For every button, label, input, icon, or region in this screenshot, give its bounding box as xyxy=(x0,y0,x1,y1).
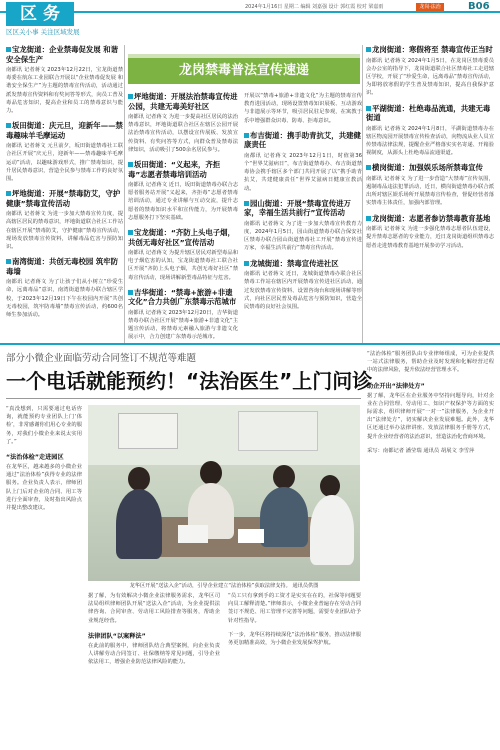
bullet-square-icon xyxy=(128,162,133,167)
article-body: 南都讯 记者蒋文 为进一步加大禁毒宣传力度，提高辖区居民的禁毒意识，坪地街道联合社区工作站在辖区开展“禁毒防艾，守护健康”禁毒宣传活动，现场发放禁毒宣传资料，讲解毒品危害与预防知识。 xyxy=(6,211,123,251)
bullet-square-icon xyxy=(6,191,11,196)
bullet-square-icon xyxy=(244,261,249,266)
article-body: “真没想到，只需要通过电话咨询，就能预约专业团队上门‘体检’，非常感谢你们用心专业的服务，对我们小微企业来说太实用了。” xyxy=(6,406,82,445)
feature-kicker: 部分小微企业面临劳动合同签订不规范等难题 xyxy=(6,353,197,364)
article-title: 南湾街道：共创无毒校园 筑牢防毒墙 xyxy=(6,257,119,276)
photo-caption: 龙华区开展“送法入企”活动，引导企业建立“法治体检”获取法律支持。 通讯员供图 xyxy=(129,583,319,589)
article-body: 南都讯 记者蒋文 为了让孩子们从小树立“珍爱生命，远离毒品”意识，南湾街道禁毒办联合辖区学校，于2023年12月19日下午在校园内开展“共创无毒校园，筑牢防毒墙”禁毒宣传活动，约600名师生参加活动。 xyxy=(6,279,123,319)
photo-person-head xyxy=(128,467,150,491)
bullet-square-icon xyxy=(6,123,11,128)
center-column-left xyxy=(128,92,238,340)
photo-person-head xyxy=(273,465,295,489)
article-title: 布吉街道：携手助青抗艾，共建健康责任 xyxy=(244,130,361,150)
article-body: 在此前的服务中，律师团队结合典型案例，向企业负责人讲解劳动合同签订、社保缴纳等常见问题，引导企业依法用工，增强企业防范法律风险的能力。 xyxy=(88,642,220,666)
article-title: 坂田街道：庆元旦，迎新年——禁毒趣味羊毛摩运动 xyxy=(6,121,123,140)
right-column xyxy=(366,45,494,345)
article xyxy=(366,163,494,207)
photo-person xyxy=(260,487,308,547)
feature-column-3 xyxy=(228,592,361,745)
photo-person-head xyxy=(320,475,340,497)
section-divider xyxy=(0,343,500,345)
bullet-square-icon xyxy=(128,290,133,295)
article-body: 据了解，龙华区在企业服务中坚持问题导向，针对企业在合同管理、劳动用工、知识产权保护等方面的实际需求，组织律师开展“一对一”法律服务，为企业开出“法律处方”，切实解决企业发展难题。此外，龙华区还通过举办法律讲座、发放法律服务手册等方式，提升企业经营者的法治意识，营造法治化营商环境。 xyxy=(367,392,494,440)
article xyxy=(366,214,494,250)
photo-person-head xyxy=(200,461,222,485)
article-subhead: 助企开出“法律处方” xyxy=(367,382,425,390)
photo-window xyxy=(238,411,318,451)
column-divider xyxy=(124,45,125,343)
bullet-square-icon xyxy=(6,47,11,52)
section-banner: 龙岗禁毒普法宣传速递 xyxy=(128,58,360,84)
article-title: 坂田街道：“义起来，齐拒毒”志愿者禁毒培训活动 xyxy=(128,160,221,179)
bullet-square-icon xyxy=(244,201,249,206)
article xyxy=(128,92,238,154)
center-column-right xyxy=(244,92,362,340)
article xyxy=(6,257,123,319)
photo-document xyxy=(178,525,208,543)
article-title: 龙岗街道：志愿者参访禁毒教育基地 xyxy=(366,214,494,224)
news-photo xyxy=(88,405,360,581)
feature-rule xyxy=(6,398,361,399)
photo-poster xyxy=(118,413,178,449)
article xyxy=(244,131,362,193)
article xyxy=(6,189,123,251)
article-title: 平湖街道：杜绝毒品流通，共建无毒街道 xyxy=(366,103,491,123)
article xyxy=(366,45,494,98)
bullet-square-icon xyxy=(128,94,133,99)
bullet-square-icon xyxy=(366,165,371,170)
article xyxy=(128,160,238,222)
article-body: 南都讯 记者蒋文 为进一步强化禁毒志愿者队伍建设，提升禁毒志愿者的专业能力，近日龙岗街道组织禁毒志愿者走进禁毒教育基地开展参访学习活动。 xyxy=(366,226,494,249)
article-title: 横岗街道：加强娱乐场所禁毒宣传 xyxy=(366,163,494,173)
article xyxy=(128,288,238,340)
article-title: 坪地街道：开展“禁毒防艾，守护健康”禁毒宣传活动 xyxy=(6,189,121,208)
left-column xyxy=(6,45,123,340)
article-title: 宝龙街道：“齐防上头电子烟，共创无毒好社区”宣传活动 xyxy=(128,228,235,247)
article-body: 南都讯 记者蒋文 2024年1月5日，在龙岗区禁毒委员会办公室的指导下，龙岗街道联合社区禁毒社工走进辖区学校，开展了“珍爱生命，远离毒品”禁毒宣传活动，为即将放寒假的学生普及禁毒知识，提高自我保护意识。 xyxy=(366,57,494,97)
article xyxy=(6,121,123,183)
article-body: 南都讯 记者蒋文 为进一步提高社区居民的法治禁毒意识，坪地街道联合社区在辖区公园开展法治禁毒宣传活动，以摆设宣传展板、发放宣传资料、有奖问答等方式，向群众普及禁毒法律知识，活动吸引了500余名居民参与。 xyxy=(128,114,238,153)
article-title: 龙岗街道：寒假将至 禁毒宣传正当时 xyxy=(366,45,494,55)
article-body: “员工只有拿到手的工资才是实实在在的，社保等问题要向员工解释清楚。”律师表示，小微企业普遍存在劳动合同签订不规范、用工管理不完善等问题，需要专业团队给予针对性指导。 xyxy=(228,593,361,624)
article-title: 坪地街道：开展法治禁毒宣传进公园，共建无毒美好社区 xyxy=(128,92,238,111)
page-number: B06 xyxy=(468,1,490,12)
feature-column-4 xyxy=(367,350,494,745)
bullet-square-icon xyxy=(6,259,11,264)
masthead-rule xyxy=(0,11,500,13)
article xyxy=(366,104,494,158)
article xyxy=(244,259,362,312)
bullet-square-icon xyxy=(244,133,249,138)
article-body: 南都讯 记者蒋文 为了进一步营造“大禁毒”宣传氛围，遏制毒品违法犯罪活动，近日，横岗街道禁毒办联合派出所对辖区娱乐场所开展禁毒宣传检查，督促经营者落实禁毒主体责任，加强内部管理。 xyxy=(366,175,494,207)
article-body: 开展以“禁毒+旅游+非遗文化”为主题的禁毒宣传教育进园活动，现场设置禁毒知识展板、互动游戏与非遗展示等环节，吸引居民驻足参观，在寓教于乐中增强群众识毒、防毒、拒毒意识。 xyxy=(244,93,362,124)
article-body: 南都讯 记者蒋文 为了进一步加大禁毒宣传教育力度，2024年1月5日，园山街道禁毒办联合保安社区禁毒办联合园山街道禁毒社工开展“禁毒宣传进万家，幸福生活共前行”禁毒宣传活动。 xyxy=(244,220,362,252)
feature-headline: 一个电话就能预约！“法治医生”上门问诊 xyxy=(6,369,373,393)
byline: 采写：南都记者 潘莹瑞 通讯员 胡展文 李雪萍 xyxy=(367,447,475,454)
article-body: 南都讯 记者蒋文 近日，坂田街道禁毒办联合志愿者服务站开展“义起来，齐拒毒”志愿者禁毒培训活动，通过专业讲解与互动交流，提升志愿者的禁毒知识水平和宣传能力，为开展禁毒志愿服务打下坚实基础。 xyxy=(128,182,238,221)
masthead xyxy=(0,0,500,38)
article-title: 吉华街道：“禁毒+旅游+非遗文化”合力共创广东禁毒示范城市 xyxy=(128,287,237,307)
article-title: 龙城街道：禁毒宣传进社区 xyxy=(244,259,362,269)
date-line: 2024年1月16日 星期二 编辑 刘嘉强 设计 郭红霞 校对 梁嘉雨 xyxy=(245,4,384,10)
photo-person xyxy=(116,489,162,559)
article xyxy=(6,45,123,115)
section-subtitle: 区区关小事 关注区域发展 xyxy=(6,28,80,36)
article-body: 下一步，龙华区将持续深化“法治体检”服务，推动法律服务更加精准高效，为小微企业发展保驾护航。 xyxy=(228,631,361,647)
article-subhead: 法律团队“以案释法” xyxy=(88,632,146,640)
article-body: 南都讯 记者蒋文 为提升辖区居民对新型毒品和电子烟危害的认知，宝龙街道禁毒社工联合社区开展“齐防上头电子烟，共创无毒好社区”禁毒宣传活动，现场讲解新型毒品特征与危害。 xyxy=(128,250,238,281)
article xyxy=(128,228,238,282)
feature-column-2 xyxy=(88,592,220,745)
article-body: 南都讯 记者蒋文 近日，龙城街道禁毒办联合社区禁毒工作站在辖区内开展禁毒宣传进社区活动，通过发放禁毒宣传资料、设置咨询台和现场讲解等形式，向社区居民普及毒品危害与预防知识，营造全民禁毒的良好社会氛围。 xyxy=(244,271,362,310)
photo-document xyxy=(238,529,264,543)
article-body: 南都讯 记者蒋文 2023年12月20日，吉华街道禁毒办联合社区开展“禁毒+旅游+非遗文化”主题宣传活动，将禁毒元素融入旅游与非遗文化展示中，合力创建广东禁毒示范城市。 xyxy=(128,309,238,340)
bullet-square-icon xyxy=(366,106,371,111)
article xyxy=(244,92,362,125)
column-divider xyxy=(362,45,363,343)
article-body: 据了解，为有效解决小微企业法律服务需求，龙华区司法局组织律师团队开展“送法入企”活动，为企业提供法律咨询、合同审查、劳动用工风险排查等服务，帮助企业规范经营。 xyxy=(88,593,220,624)
bullet-square-icon xyxy=(128,230,133,235)
article-body: 南都讯 记者蒋文 2023年12月1日，时值第36个“世界艾滋病日”，布吉街道禁毒办、布吉街道禁毒协会携手辖区多个部门共同开展了以“携手助青抗艾，共建健康责任”世界艾滋病日健康宣教活动。 xyxy=(244,152,362,192)
section-name: 区 务 xyxy=(6,2,74,26)
feature-column-1 xyxy=(6,405,82,745)
article-title: 园山街道：开展“禁毒宣传进万家，幸福生活共前行”宣传活动 xyxy=(244,198,351,218)
bullet-square-icon xyxy=(366,216,371,221)
article-body: 南都讯 记者蒋文 2024年1月8日，平湖街道禁毒办在辖区物流园开展禁毒宣传检查活动，向物流从业人员宣传禁毒法律法规，提醒企业严格落实实名寄递、开箱验视制度，从源头上杜绝毒品流通渠道。 xyxy=(366,125,494,157)
page-badge: 龙岗·法治 xyxy=(416,3,444,11)
article-body: 南都讯 记者蒋文 元旦前夕，坂田街道禁毒社工联合社区开展“庆元旦，迎新年——禁毒趣味羊毛摩运动”活动，以趣味游戏形式，推广禁毒知识，提升居民禁毒意识，营造全民参与禁毒工作的良好氛围。 xyxy=(6,143,123,183)
article-title: 宝龙街道：企业禁毒促发展 和谐安全保生产 xyxy=(6,45,119,64)
article-subhead: “法治体检”走进园区 xyxy=(6,454,64,462)
article-body: 在龙华区，越来越多的小微企业通过“法治体检”获得专业的法律服务。企业负责人表示，律师团队上门后对企业的合同、用工等进行全面审查，及时指出风险点并提出整改建议。 xyxy=(6,464,82,512)
article xyxy=(244,199,362,253)
article-body: 南都讯 记者蒋文 2023年12月22日，宝龙街道禁毒委在航东工业园联合开展以“企业禁毒促发展 和谐安全保生产”为主题的禁毒宣传活动，活动通过派发禁毒宣传资料和有奖问答等形式，向员工普及毒品危害知识，提高企业和员工的禁毒意识与能力。 xyxy=(6,67,123,115)
bullet-square-icon xyxy=(366,47,371,52)
photo-person xyxy=(310,495,354,565)
article-body: “法治体检”服务团队由专业律师组成，可为企业提供一站式法律服务，帮助企业及时发现和化解经营过程中的法律风险，提升依法经营管理水平。 xyxy=(367,351,494,374)
